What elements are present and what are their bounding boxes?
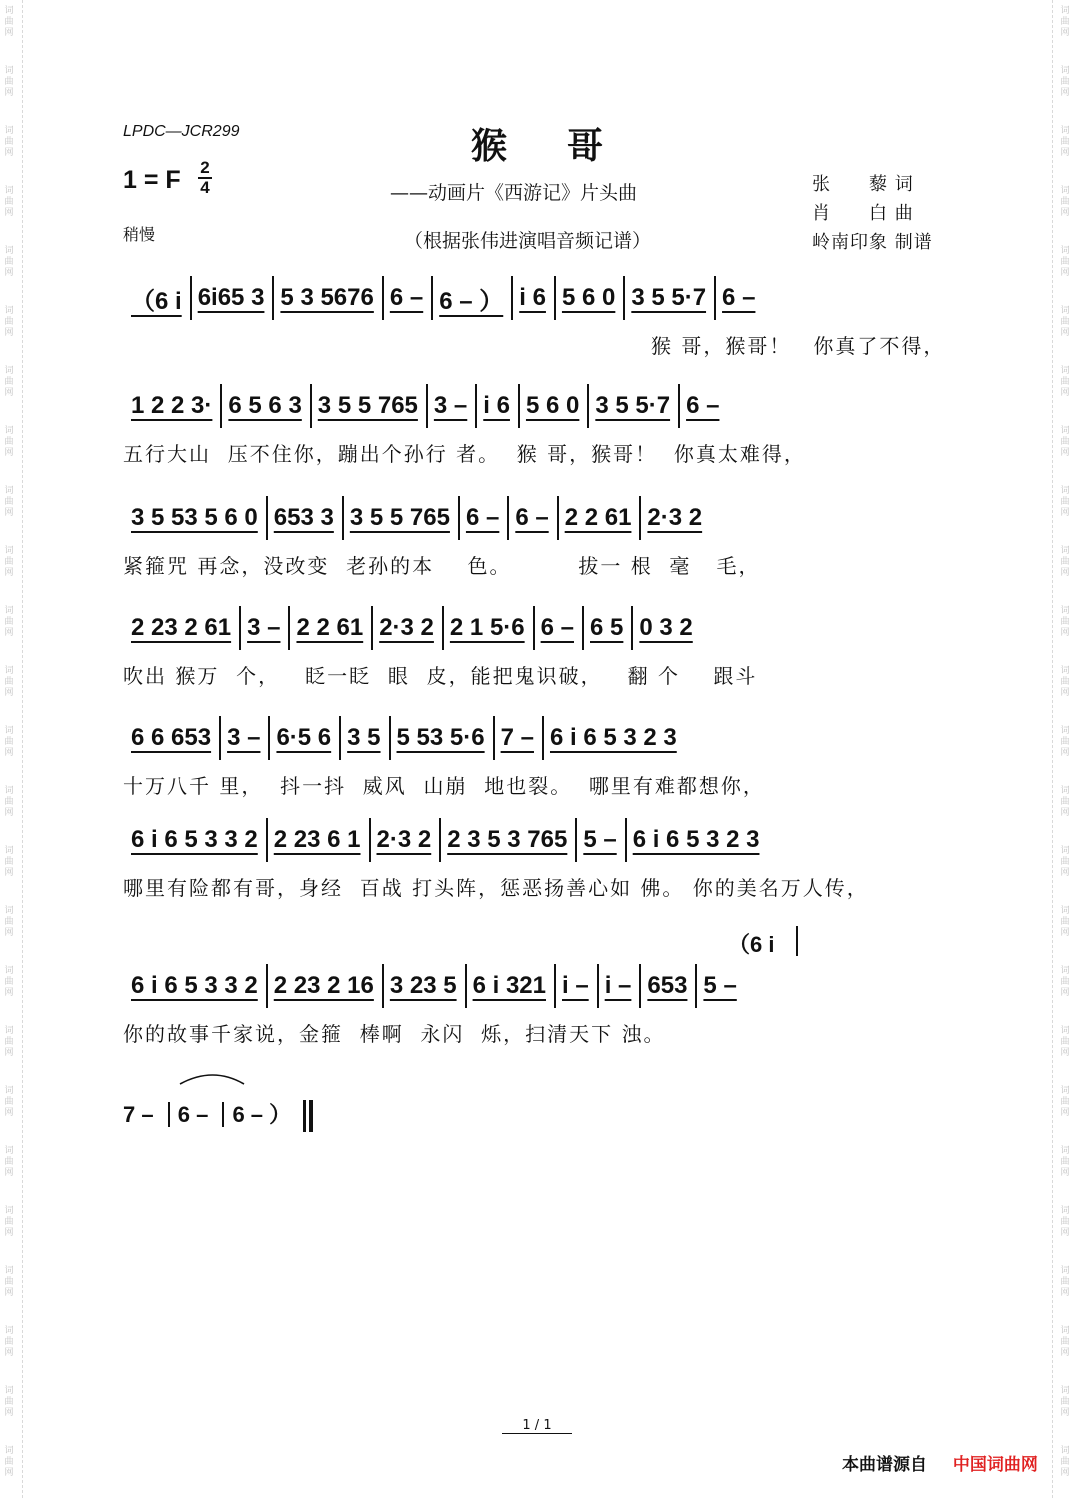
measure-notes: 7 –: [500, 724, 534, 751]
watermark-text: 词曲网: [1060, 426, 1070, 458]
measure-notes: 653: [647, 972, 688, 999]
measure: [123, 608, 239, 648]
measure-notes: 3 5 53 5 6 0: [131, 504, 258, 531]
measure-notes: 2·3 2: [379, 614, 434, 641]
measure-notes: 6 i 321: [472, 972, 546, 999]
notation-line-2: [123, 384, 953, 428]
watermark-text: 词曲网: [4, 846, 14, 878]
measure-notes: 6 i 6 5 3 3 2: [131, 972, 258, 999]
measure-notes: 5 6 0: [525, 392, 580, 419]
measure-notes: 3 5 5·7: [631, 284, 707, 311]
measure: [542, 718, 685, 758]
measure: [369, 820, 440, 860]
measure-notes: 6 –: [540, 614, 574, 641]
measure: [123, 498, 266, 538]
measure: [220, 386, 309, 426]
lyric-line-6: 哪里有险都有哥，身经 百战 打头阵，惩恶扬善心如 佛。 你的美名万人传，: [123, 876, 869, 900]
watermark-text: 词曲网: [4, 426, 14, 458]
measure-notes: 3 –: [247, 614, 281, 641]
measure: [239, 608, 288, 648]
watermark-text: 词曲网: [1060, 666, 1070, 698]
measure-notes: 6 i 6 5 3 2 3: [549, 724, 677, 751]
watermark-text: 词曲网: [4, 1326, 14, 1358]
measure: [623, 278, 714, 318]
watermark-text: 词曲网: [1060, 606, 1070, 638]
measure: [587, 386, 678, 426]
measure-notes: 3 –: [227, 724, 261, 751]
measure-notes: 3 –: [433, 392, 468, 419]
measure-notes: 3 23 5: [389, 972, 457, 999]
measure-notes: （6 i: [131, 287, 182, 315]
measure-notes: 6 –: [515, 504, 549, 531]
measure: [426, 386, 475, 426]
watermark-text: 词曲网: [4, 1206, 14, 1238]
credit-composer: 肖 白 曲: [812, 203, 914, 224]
measure: [458, 498, 507, 538]
song-subtitle: ——动画片《西游记》片头曲: [390, 182, 638, 204]
measure: [268, 718, 339, 758]
measure: [382, 966, 465, 1006]
measure: [575, 820, 624, 860]
watermark-text: 词曲网: [4, 486, 14, 518]
measure-notes: 6 i 6 5 3 3 2: [131, 826, 258, 853]
measure-notes: 2 2 61: [564, 504, 632, 531]
measure-notes: 2 2 61: [296, 614, 364, 641]
measure-notes: i –: [604, 972, 632, 999]
lyric-line-1: 猴 哥，猴哥！ 你真了不得，: [123, 334, 946, 358]
measure-notes: 3 5 5 765: [317, 392, 418, 419]
ending-tie: [178, 1072, 248, 1086]
page-number: [0, 1418, 1074, 1433]
watermark-text: 词曲网: [1060, 786, 1070, 818]
ending-bar-2: 6 –: [177, 1102, 209, 1127]
measure-notes: 3 5: [347, 724, 381, 751]
measure: [439, 820, 575, 860]
watermark-text: 词曲网: [1060, 1086, 1070, 1118]
measure-notes: i 6: [519, 284, 546, 311]
watermark-text: 词曲网: [1060, 906, 1070, 938]
reprise-barline: [796, 926, 798, 956]
watermark-text: 词曲网: [1060, 1146, 1070, 1178]
measure-notes: 2 1 5·6: [449, 614, 525, 641]
watermark-text: 词曲网: [4, 126, 14, 158]
measure: [442, 608, 533, 648]
measure: [582, 608, 631, 648]
left-guide-line: [22, 0, 23, 1498]
watermark-text: 词曲网: [4, 1026, 14, 1058]
notation-line-6: [123, 818, 953, 862]
measure: [266, 820, 369, 860]
measure: [533, 608, 582, 648]
lyric-line-4: 吹出 猴万 个， 眨一眨 眼 皮，能把鬼识破， 翻 个 跟斗: [123, 664, 758, 688]
watermark-text: 词曲网: [4, 546, 14, 578]
reprise-intro-notes: （6 i: [728, 932, 775, 957]
watermark-text: 词曲网: [1060, 306, 1070, 338]
measure: [557, 498, 640, 538]
measure: [554, 966, 597, 1006]
measure-notes: 3 5 5 765: [349, 504, 450, 531]
measure: [123, 386, 220, 426]
measure-notes: 6 –: [465, 504, 500, 531]
watermark-text: 词曲网: [1060, 726, 1070, 758]
source-credit: [842, 1450, 1038, 1475]
measure-notes: 6i65 3: [197, 284, 265, 311]
measure-notes: 6 –: [686, 392, 720, 419]
final-barline: [303, 1100, 306, 1132]
watermark-text: 词曲网: [1060, 246, 1070, 278]
measure: [714, 278, 763, 318]
measure-notes: i 6: [483, 392, 510, 419]
time-signature-bottom: 4: [200, 178, 210, 197]
watermark-text: 词曲网: [1060, 66, 1070, 98]
watermark-text: 词曲网: [4, 1146, 14, 1178]
watermark-text: 词曲网: [1060, 1446, 1070, 1478]
measure-notes: 6·5 6: [276, 724, 332, 751]
credit-arranger: 岭南印象 制谱: [812, 232, 933, 253]
credit-lyricist: 张 藜 词: [812, 174, 914, 195]
measure: [695, 966, 744, 1006]
measure: [123, 278, 190, 318]
watermark-text: 词曲网: [1060, 1026, 1070, 1058]
measure-notes: 6 –: [722, 284, 756, 311]
measure: [554, 278, 623, 318]
watermark-text: 词曲网: [4, 726, 14, 758]
watermark-text: 词曲网: [4, 786, 14, 818]
watermark-text: 词曲网: [1060, 6, 1070, 38]
measure: [266, 966, 382, 1006]
transcription-note: （根据张伟进演唱音频记谱）: [404, 230, 652, 252]
measure-notes: 2 23 6 1: [273, 826, 361, 853]
measure: [431, 278, 511, 318]
watermark-text: 词曲网: [4, 1266, 14, 1298]
notation-line-7: [123, 964, 953, 1008]
watermark-text: 词曲网: [4, 306, 14, 338]
measure: [389, 718, 493, 758]
source-label: 本曲谱源自: [842, 1455, 927, 1475]
watermark-text: 词曲网: [4, 666, 14, 698]
watermark-text: 词曲网: [1060, 366, 1070, 398]
time-signature: [198, 160, 212, 196]
measure: [625, 820, 768, 860]
watermark-text: 词曲网: [1060, 1266, 1070, 1298]
watermark-text: 词曲网: [4, 1086, 14, 1118]
measure: [190, 278, 273, 318]
measure: [272, 278, 381, 318]
ending-bar-1: 7 –: [123, 1102, 154, 1127]
measure-notes: 3 5 5·7: [595, 392, 671, 419]
watermark-text: 词曲网: [4, 6, 14, 38]
watermark-text: 词曲网: [4, 186, 14, 218]
measure: [382, 278, 431, 318]
watermark-text: 词曲网: [4, 906, 14, 938]
measure-notes: 6 – ）: [439, 287, 504, 315]
measure-notes: 2·3 2: [376, 826, 432, 853]
measure: [507, 498, 556, 538]
measure: [465, 966, 554, 1006]
measure-notes: 6 5: [590, 614, 624, 641]
notation-line-5: [123, 716, 953, 760]
watermark-text: 词曲网: [1060, 486, 1070, 518]
measure: [493, 718, 542, 758]
page-number-text: 1 / 1: [502, 1418, 571, 1434]
watermark-text: 词曲网: [1060, 546, 1070, 578]
measure-notes: 5 –: [703, 972, 737, 999]
notation-line-4: [123, 606, 953, 650]
measure-notes: 5 3 5676: [280, 284, 374, 311]
measure-notes: 1 2 2 3·: [131, 392, 213, 419]
measure: [288, 608, 371, 648]
watermark-text: 词曲网: [1060, 846, 1070, 878]
measure: [219, 718, 268, 758]
measure-notes: 5 53 5·6: [396, 724, 485, 751]
measure: [371, 608, 442, 648]
tempo-marking: 稍慢: [123, 225, 156, 244]
measure-notes: 6 5 6 3: [228, 392, 302, 419]
measure: [123, 718, 219, 758]
watermark-text: 词曲网: [1060, 1386, 1070, 1418]
watermark-text: 词曲网: [4, 366, 14, 398]
measure-notes: 2 23 2 16: [273, 972, 374, 999]
measure-notes: 2 3 5 3 765: [447, 826, 568, 853]
measure-notes: 2·3 2: [647, 504, 703, 531]
song-title: 猴哥: [470, 125, 663, 167]
watermark-text: 词曲网: [4, 66, 14, 98]
measure: [123, 966, 266, 1006]
measure-notes: 5 –: [583, 826, 617, 853]
watermark-text: 词曲网: [4, 606, 14, 638]
watermark-text: 词曲网: [4, 1386, 14, 1418]
lyric-line-5: 十万八千 里， 抖一抖 威风 山崩 地也裂。 哪里有难都想你，: [123, 774, 765, 798]
measure-notes: i –: [562, 972, 589, 999]
watermark-text: 词曲网: [1060, 186, 1070, 218]
measure-notes: 2 23 2 61: [131, 614, 232, 641]
measure: [266, 498, 342, 538]
lyric-line-7: 你的故事千家说，金箍 棒啊 永闪 烁，扫清天下 浊。: [123, 1022, 666, 1046]
notation-line-1: [123, 276, 953, 320]
measure: [597, 966, 640, 1006]
watermark-text: 词曲网: [4, 1446, 14, 1478]
watermark-text: 词曲网: [4, 246, 14, 278]
key-signature: 1 = F: [123, 166, 181, 194]
ending-line: [123, 1098, 313, 1132]
source-site-link[interactable]: 中国词曲网: [952, 1455, 1038, 1475]
measure: [475, 386, 518, 426]
notation-line-3: [123, 496, 953, 540]
measure-notes: 6 –: [389, 284, 424, 311]
measure-notes: 5 6 0: [561, 284, 616, 311]
measure: [310, 386, 426, 426]
time-signature-top: 2: [200, 158, 210, 177]
measure: [639, 966, 695, 1006]
watermark-text: 词曲网: [4, 966, 14, 998]
measure: [639, 498, 710, 538]
measure: [342, 498, 458, 538]
watermark-text: 词曲网: [1060, 1326, 1070, 1358]
lyric-line-2: 五行大山 压不住你，蹦出个孙行 者。 猴 哥，猴哥！ 你真太难得，: [123, 442, 806, 466]
measure: [518, 386, 587, 426]
ending-bar-3: 6 – ）: [232, 1102, 292, 1127]
measure-notes: 6 6 653: [131, 724, 212, 751]
measure-notes: 0 3 2: [639, 614, 693, 641]
watermark-text: 词曲网: [1060, 126, 1070, 158]
catalog-number: LPDC—JCR299: [123, 123, 240, 140]
measure-notes: 6 i 6 5 3 2 3: [632, 826, 760, 853]
measure: [123, 820, 266, 860]
watermark-text: 词曲网: [1060, 1206, 1070, 1238]
watermark-text: 词曲网: [1060, 966, 1070, 998]
measure: [631, 608, 700, 648]
measure-notes: 653 3: [273, 504, 334, 531]
measure: [678, 386, 727, 426]
measure: [339, 718, 388, 758]
right-guide-line: [1052, 0, 1053, 1498]
measure: [511, 278, 554, 318]
final-barline-thick: [309, 1100, 313, 1132]
lyric-line-3: 紧箍咒 再念，没改变 老孙的本 色。 拔一 根 毫 毛，: [123, 554, 761, 578]
